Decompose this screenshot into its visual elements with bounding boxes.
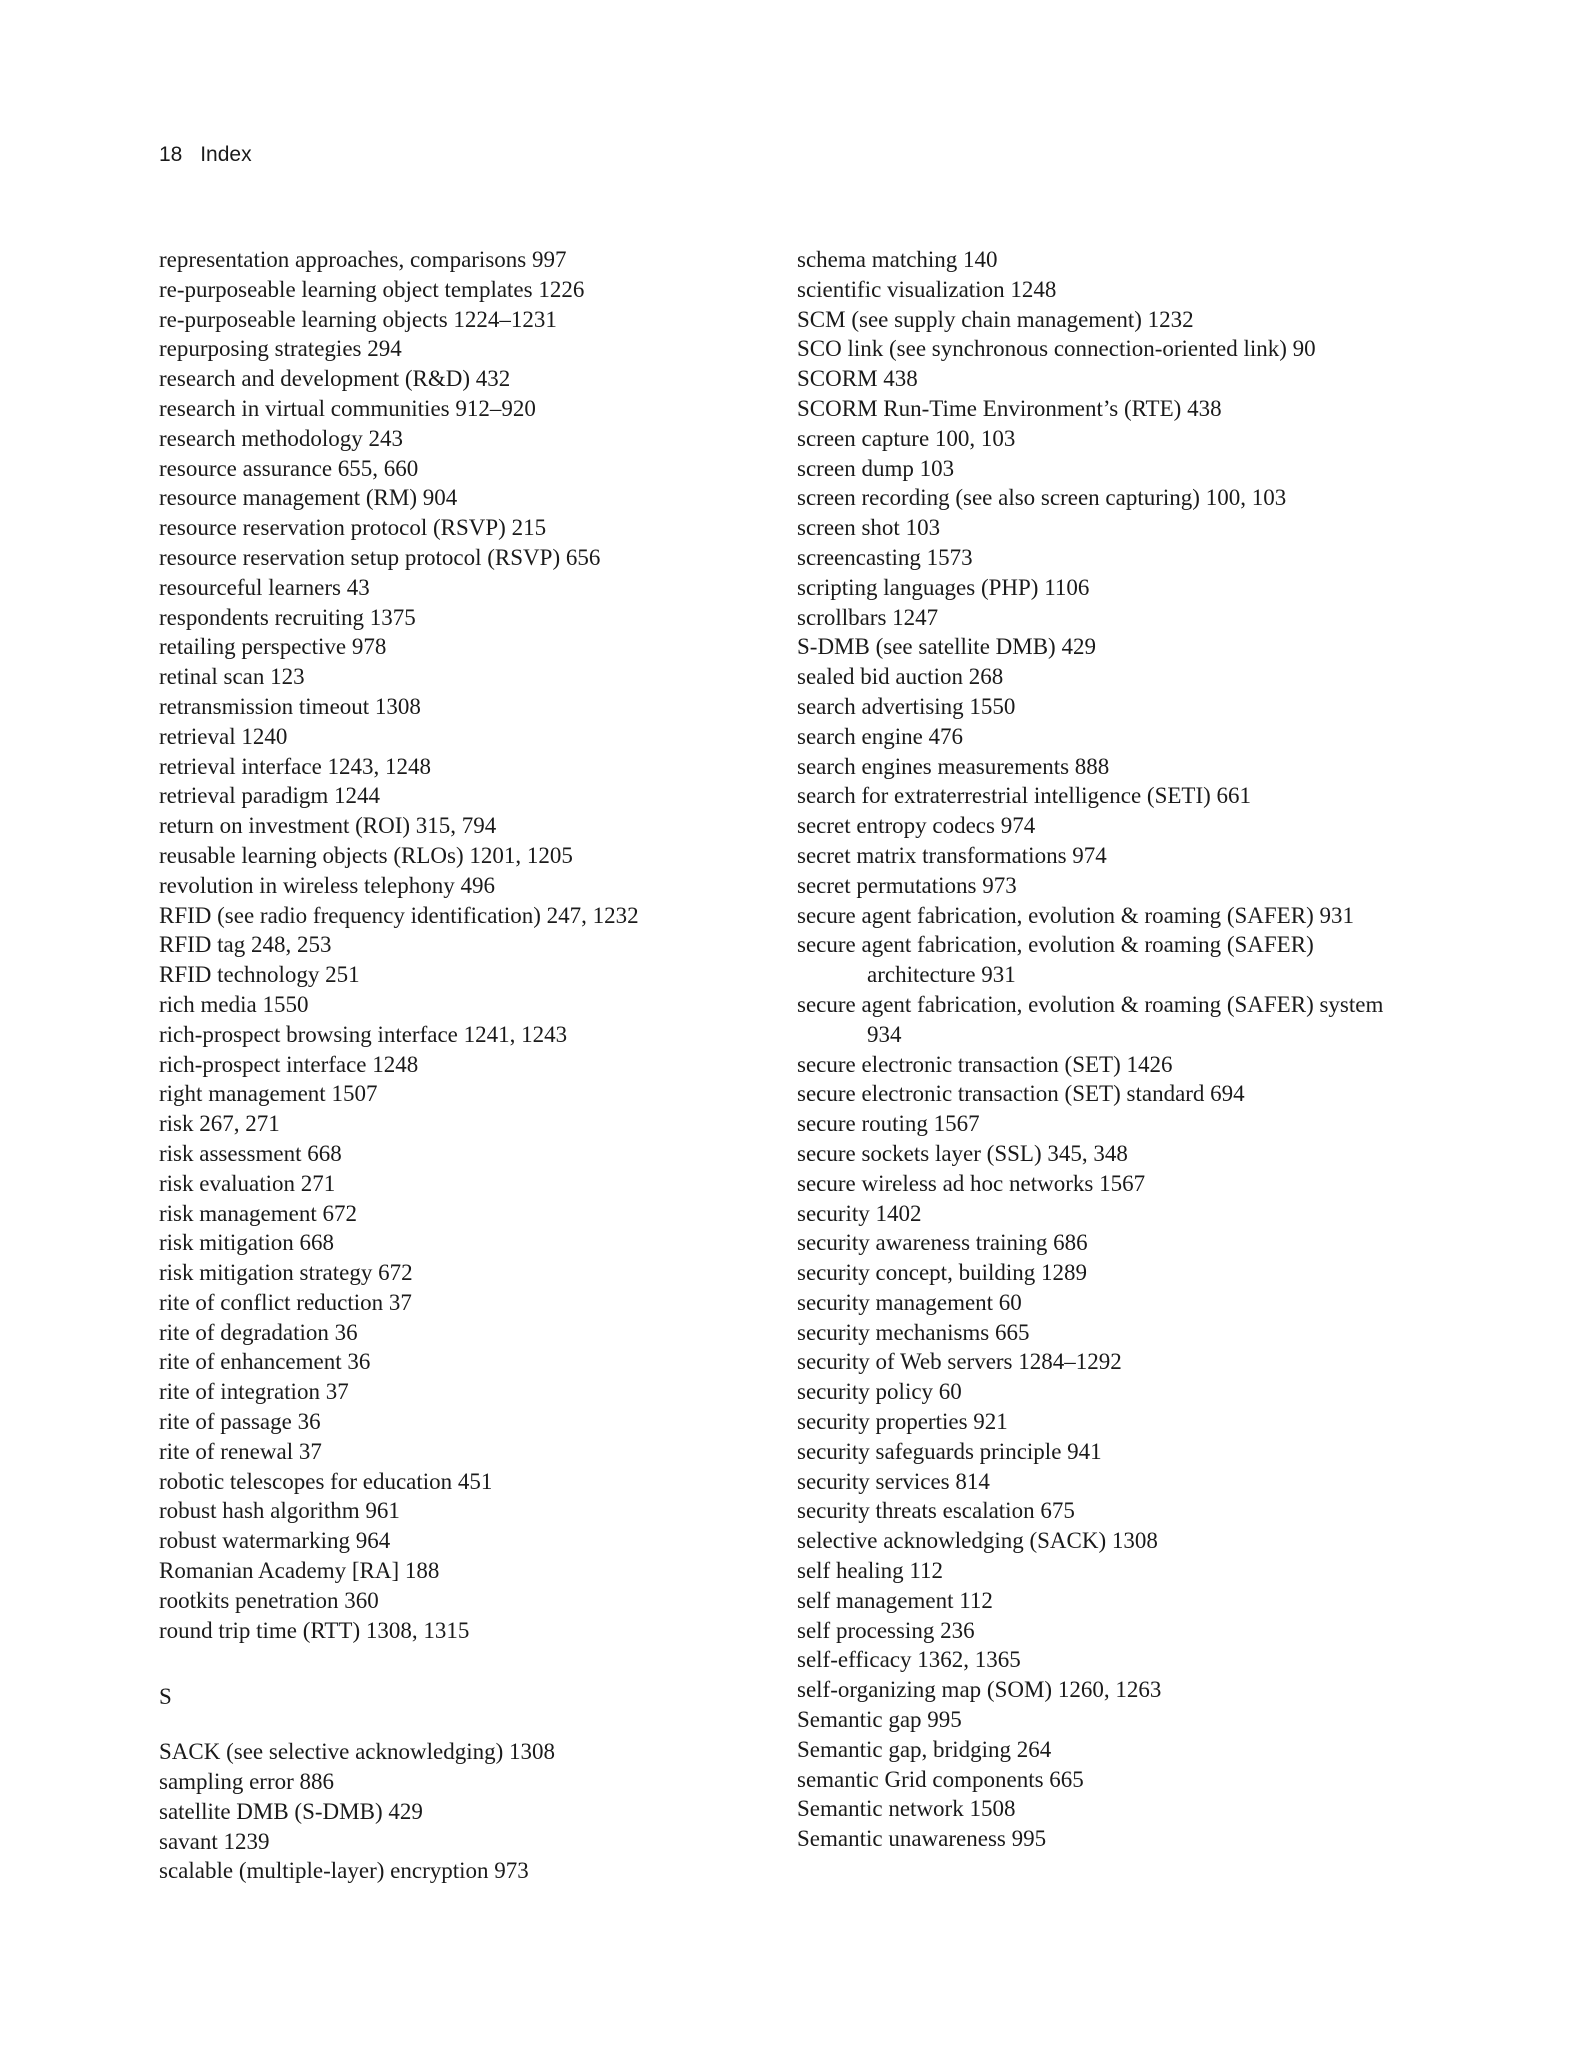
index-entry: self management 112 [797, 1587, 993, 1613]
index-entry: security safeguards principle 941 [797, 1438, 1102, 1464]
index-entry: resource assurance 655, 660 [159, 455, 419, 481]
running-head [159, 141, 252, 169]
index-entry: right management 1507 [159, 1081, 378, 1107]
index-entry: retrieval interface 1243, 1248 [159, 753, 432, 779]
index-entry: retrieval paradigm 1244 [159, 783, 380, 809]
index-entry: SCO link (see synchronous connection-oriented link) 90 [797, 336, 1316, 362]
index-entry: risk assessment 668 [159, 1140, 342, 1166]
index-entries-r [159, 245, 739, 1645]
index-entry: satellite DMB (S-DMB) 429 [159, 1798, 423, 1824]
index-entry: risk evaluation 271 [159, 1170, 336, 1196]
index-entry: self healing 112 [797, 1558, 944, 1584]
index-entry: SCM (see supply chain management) 1232 [797, 306, 1194, 332]
index-entry: security management 60 [797, 1289, 1022, 1315]
index-entry: secret permutations 973 [797, 872, 1017, 898]
index-column-right [797, 245, 1397, 1854]
index-entry: scripting languages (PHP) 1106 [797, 574, 1090, 600]
index-entry: security policy 60 [797, 1379, 962, 1405]
index-entry: rich-prospect browsing interface 1241, 1243 [159, 1021, 568, 1047]
index-entries-right [797, 245, 1397, 1854]
index-entry: security mechanisms 665 [797, 1319, 1030, 1345]
index-entry: self processing 236 [797, 1617, 975, 1643]
index-entry: rite of conflict reduction 37 [159, 1289, 412, 1315]
index-entry: rite of passage 36 [159, 1409, 321, 1435]
index-entry: rootkits penetration 360 [159, 1587, 379, 1613]
index-entry: repurposing strategies 294 [159, 336, 402, 362]
index-entry: security concept, building 1289 [797, 1260, 1087, 1286]
index-entry: scalable (multiple-layer) encryption 973 [159, 1858, 529, 1884]
index-entry: secure agent fabrication, evolution & roaming (SAFER) system 934 [797, 991, 1384, 1047]
index-entry: re-purposeable learning objects 1224–1231 [159, 306, 557, 332]
index-entry: rich media 1550 [159, 991, 309, 1017]
index-entry: screen shot 103 [797, 515, 941, 541]
index-entry: respondents recruiting 1375 [159, 604, 416, 630]
index-entry: rite of enhancement 36 [159, 1349, 371, 1375]
section-letter: S [159, 1684, 172, 1710]
index-entry: self-efficacy 1362, 1365 [797, 1647, 1021, 1673]
index-entry: secure agent fabrication, evolution & roaming (SAFER) architecture 931 [797, 932, 1314, 988]
index-entry: risk management 672 [159, 1200, 358, 1226]
index-entry: RFID technology 251 [159, 962, 360, 988]
index-entry: risk mitigation strategy 672 [159, 1260, 413, 1286]
index-entry: risk 267, 271 [159, 1111, 280, 1137]
index-entry: resource reservation protocol (RSVP) 215 [159, 515, 547, 541]
index-entry: S-DMB (see satellite DMB) 429 [797, 634, 1096, 660]
index-entry: risk mitigation 668 [159, 1230, 335, 1256]
index-entry: reusable learning objects (RLOs) 1201, 1205 [159, 842, 573, 868]
index-entry: research in virtual communities 912–920 [159, 395, 536, 421]
index-entry: RFID tag 248, 253 [159, 932, 332, 958]
index-entry: retrieval 1240 [159, 723, 288, 749]
index-entry: robust hash algorithm 961 [159, 1498, 400, 1524]
index-entry: scrollbars 1247 [797, 604, 939, 630]
index-entry: savant 1239 [159, 1828, 270, 1854]
index-entry: secure wireless ad hoc networks 1567 [797, 1170, 1146, 1196]
index-entry: resource management (RM) 904 [159, 485, 458, 511]
index-entry: selective acknowledging (SACK) 1308 [797, 1528, 1158, 1554]
index-entry: Semantic gap 995 [797, 1707, 962, 1733]
index-entry: screen capture 100, 103 [797, 425, 1016, 451]
index-entry: security services 814 [797, 1468, 990, 1494]
index-entry: sealed bid auction 268 [797, 664, 1004, 690]
index-entry: security of Web servers 1284–1292 [797, 1349, 1122, 1375]
index-entry: Semantic unawareness 995 [797, 1826, 1047, 1852]
index-entry: security properties 921 [797, 1409, 1008, 1435]
index-entry: retinal scan 123 [159, 664, 305, 690]
index-entry: sampling error 886 [159, 1769, 335, 1795]
index-entry: search engine 476 [797, 723, 964, 749]
index-entry: revolution in wireless telephony 496 [159, 872, 495, 898]
index-entry: schema matching 140 [797, 247, 998, 272]
index-entry: SCORM Run-Time Environment’s (RTE) 438 [797, 395, 1222, 421]
index-entry: secure electronic transaction (SET) standard 694 [797, 1081, 1245, 1107]
index-entry: screencasting 1573 [797, 544, 973, 570]
index-entry: secure sockets layer (SSL) 345, 348 [797, 1140, 1128, 1166]
index-entry: resourceful learners 43 [159, 574, 370, 600]
running-title: Index [200, 143, 252, 166]
index-entry: retailing perspective 978 [159, 634, 387, 660]
index-entry: robust watermarking 964 [159, 1528, 391, 1554]
index-entry: representation approaches, comparisons 997 [159, 247, 567, 272]
index-entry: secure routing 1567 [797, 1111, 980, 1137]
index-entry: search for extraterrestrial intelligence (SETI) 661 [797, 783, 1252, 809]
index-entry: security 1402 [797, 1200, 922, 1226]
index-entry: return on investment (ROI) 315, 794 [159, 813, 497, 839]
page-number: 18 [159, 143, 183, 166]
index-entry: scientific visualization 1248 [797, 276, 1057, 302]
index-entry: resource reservation setup protocol (RSVP) 656 [159, 544, 601, 570]
index-entry: secure electronic transaction (SET) 1426 [797, 1051, 1173, 1077]
index-entry: self-organizing map (SOM) 1260, 1263 [797, 1677, 1162, 1703]
index-entry: screen dump 103 [797, 455, 955, 481]
index-column-left [159, 245, 739, 1886]
index-entry: retransmission timeout 1308 [159, 693, 421, 719]
index-entry: semantic Grid components 665 [797, 1766, 1084, 1792]
index-entry: secret entropy codecs 974 [797, 813, 1036, 839]
index-entry: rite of integration 37 [159, 1379, 349, 1405]
index-entry: search engines measurements 888 [797, 753, 1110, 779]
index-entry: security awareness training 686 [797, 1230, 1088, 1256]
index-entry: Semantic gap, bridging 264 [797, 1736, 1052, 1762]
index-entry: rite of degradation 36 [159, 1319, 358, 1345]
index-entry: security threats escalation 675 [797, 1498, 1075, 1524]
index-entry: re-purposeable learning object templates 1226 [159, 276, 585, 302]
index-entry: SCORM 438 [797, 366, 918, 392]
index-entry: SACK (see selective acknowledging) 1308 [159, 1739, 556, 1765]
index-entry: round trip time (RTT) 1308, 1315 [159, 1617, 470, 1643]
index-entry: research methodology 243 [159, 425, 403, 451]
index-entry: search advertising 1550 [797, 693, 1016, 719]
index-entry: secure agent fabrication, evolution & roaming (SAFER) 931 [797, 902, 1354, 928]
index-entry: screen recording (see also screen capturing) 100, 103 [797, 485, 1287, 511]
index-entries-s [159, 1737, 739, 1886]
index-entry: RFID (see radio frequency identification) 247, 1232 [159, 902, 639, 928]
index-entry: robotic telescopes for education 451 [159, 1468, 493, 1494]
index-entry: research and development (R&D) 432 [159, 366, 511, 392]
index-entry: rite of renewal 37 [159, 1438, 322, 1464]
index-entry: rich-prospect interface 1248 [159, 1051, 419, 1077]
index-entry: secret matrix transformations 974 [797, 842, 1107, 868]
index-entry: Semantic network 1508 [797, 1796, 1016, 1822]
index-entry: Romanian Academy [RA] 188 [159, 1558, 440, 1584]
